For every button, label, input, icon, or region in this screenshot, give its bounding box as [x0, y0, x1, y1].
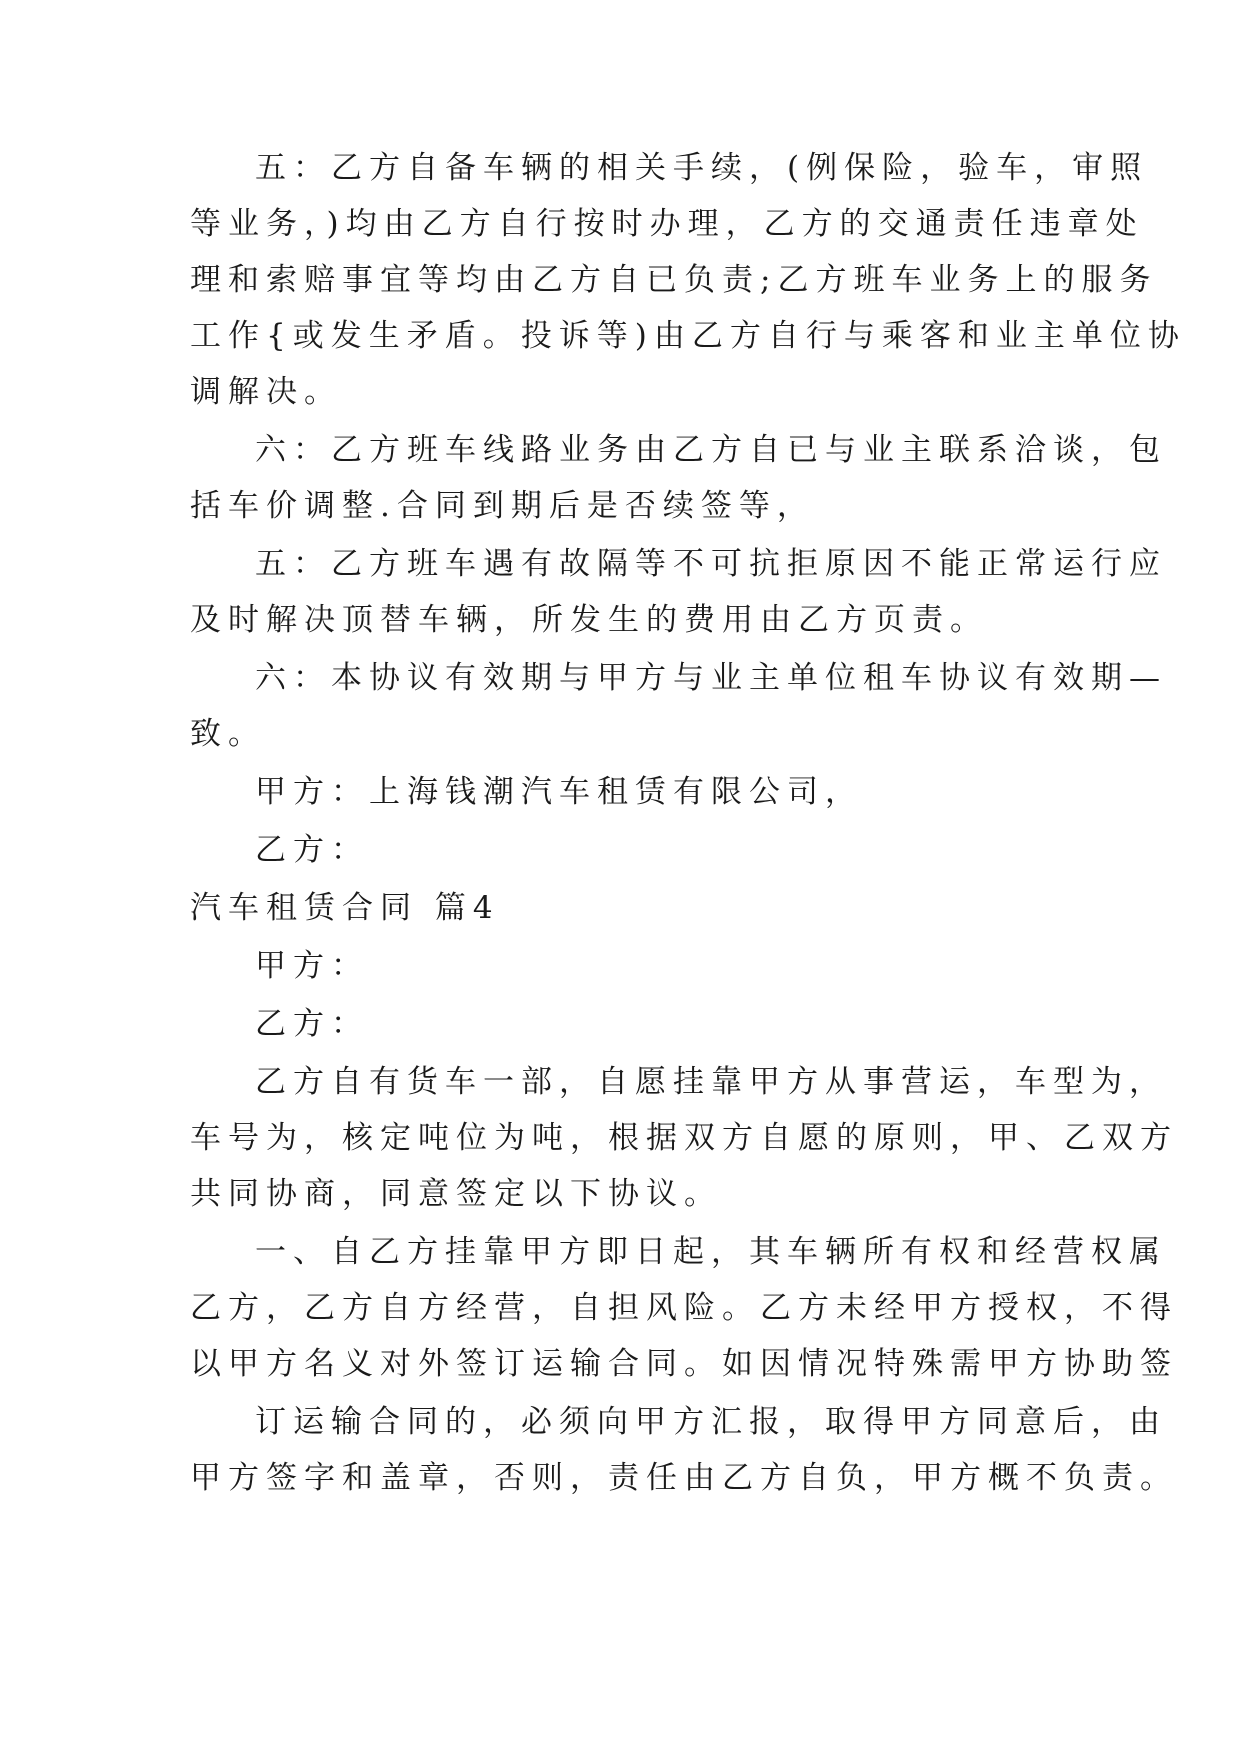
party-a-line: 甲方： — [255, 948, 369, 984]
paragraph-line: 六：本协议有效期与甲方与业主单位租车协议有效期— — [255, 660, 1167, 696]
paragraph-line: 乙方自有货车一部，自愿挂靠甲方从事营运，车型为， — [255, 1064, 1167, 1100]
party-b-line: 乙方： — [255, 832, 369, 868]
paragraph-line: 及时解决顶替车辆，所发生的费用由乙方页责。 — [190, 602, 988, 638]
paragraph-line: 六：乙方班车线路业务由乙方自已与业主联系洽谈，包 — [255, 432, 1167, 468]
paragraph-line: 乙方，乙方自方经营，自担风险。乙方未经甲方授权，不得 — [190, 1290, 1178, 1326]
paragraph-line: 调解决。 — [190, 374, 342, 410]
paragraph-line: 工作{或发生矛盾。投诉等)由乙方自行与乘客和业主单位协 — [190, 318, 1186, 354]
paragraph-line: 共同协商，同意签定以下协议。 — [190, 1176, 722, 1212]
paragraph-line: 五：乙方自备车辆的相关手续，(例保险，验车，审照 — [255, 150, 1149, 186]
paragraph-line: 车号为，核定吨位为吨，根据双方自愿的原则，甲、乙双方 — [190, 1120, 1178, 1156]
paragraph-line: 等业务，)均由乙方自行按时办理，乙方的交通责任违章处 — [190, 206, 1144, 242]
paragraph-line: 一、自乙方挂靠甲方即日起，其车辆所有权和经营权属 — [255, 1234, 1167, 1270]
paragraph-line: 五：乙方班车遇有故隔等不可抗拒原因不能正常运行应 — [255, 546, 1167, 582]
paragraph-line: 以甲方名义对外签订运输合同。如因情况特殊需甲方协助签 — [190, 1346, 1178, 1382]
party-b-line: 乙方： — [255, 1006, 369, 1042]
paragraph-line: 致。 — [190, 716, 266, 752]
paragraph-line: 括车价调整.合同到期后是否续签等， — [190, 488, 815, 524]
paragraph-line: 甲方签字和盖章，否则，责任由乙方自负，甲方概不负责。 — [190, 1460, 1178, 1496]
section-heading: 汽车租赁合同 篇4 — [190, 890, 500, 926]
party-a-line: 甲方：上海钱潮汽车租赁有限公司， — [255, 774, 863, 810]
paragraph-line: 订运输合同的，必须向甲方汇报，取得甲方同意后，由 — [255, 1404, 1167, 1440]
paragraph-line: 理和索赔事宜等均由乙方自已负责;乙方班车业务上的服务 — [190, 262, 1158, 298]
